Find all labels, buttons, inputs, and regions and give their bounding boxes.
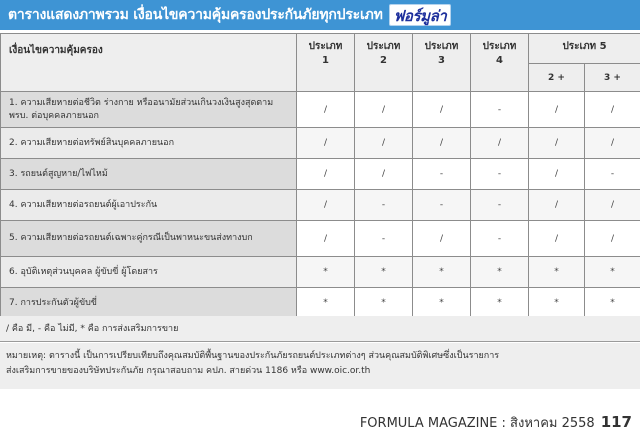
coverage-mark: / [413,128,471,159]
coverage-table [0,33,640,319]
coverage-mark: * [355,288,413,319]
header-type-5-3plus: 3 + [585,64,640,92]
coverage-mark: / [297,159,355,190]
header-type-1 [297,34,355,92]
coverage-mark: / [413,92,471,128]
row-description: 6. อุบัติเหตุส่วนบุคคล ผู้ขับขี่ ผู้โดยสาร [1,257,297,288]
coverage-mark: - [471,221,529,257]
coverage-mark: - [355,221,413,257]
coverage-mark: / [529,190,585,221]
coverage-mark: * [471,257,529,288]
coverage-mark: * [585,257,640,288]
header-type-5-2plus: 2 + [529,64,585,92]
header-type-label: ประเภท [482,41,517,52]
coverage-mark: / [585,221,640,257]
coverage-mark: * [297,257,355,288]
table-row [1,257,640,288]
coverage-mark: / [529,221,585,257]
table-row [1,288,640,319]
header-type-4 [471,34,529,92]
coverage-mark: / [355,128,413,159]
coverage-mark: * [297,288,355,319]
header-type-label: ประเภท [424,41,459,52]
coverage-mark: / [413,221,471,257]
coverage-mark: / [297,128,355,159]
coverage-mark: - [471,159,529,190]
coverage-mark: * [585,288,640,319]
brand-logo: ฟอร์มูล่า [389,4,452,26]
table-row [1,128,640,159]
table-row [1,159,640,190]
row-description: 5. ความเสียหายต่อรถยนต์เฉพาะคู่กรณีเป็นพาหนะขนส่งทางบก [1,221,297,257]
header-conditions: เงื่อนไขความคุ้มครอง [1,34,297,92]
coverage-mark: / [529,128,585,159]
coverage-mark: * [471,288,529,319]
table-row [1,190,640,221]
page-footer [360,412,632,433]
coverage-mark: / [297,92,355,128]
row-description: 2. ความเสียหายต่อทรัพย์สินบุคคลภายนอก [1,128,297,159]
coverage-mark: / [297,190,355,221]
coverage-mark: - [585,159,640,190]
coverage-mark: / [355,92,413,128]
coverage-mark: / [529,159,585,190]
table-row [1,221,640,257]
header-type-num: 3 [438,55,445,66]
title-bar [0,0,640,30]
coverage-mark: - [471,92,529,128]
footnote-line: หมายเหตุ: ตารางนี้ เป็นการเปรียบเทียบถึงคุณสมบัติพื้นฐานของประกันภัยรถยนต์ประเภทต่างๆ ส่วนคุณสมบัติพิเศษซึ่งเป็นรายการ [6,351,500,361]
coverage-mark: / [529,92,585,128]
coverage-mark: - [355,190,413,221]
page-number: 117 [600,413,632,431]
header-type-5: ประเภท 5 [529,34,640,64]
footnote-line: ส่งเสริมการขายของบริษัทประกันภัย กรุณาสอบถาม คปภ. สายด่วน 1186 หรือ www.oic.or.th [6,366,371,376]
coverage-mark: * [413,288,471,319]
row-description: 7. การประกันตัวผู้ขับขี่ [1,288,297,319]
header-type-2 [355,34,413,92]
row-description: 4. ความเสียหายต่อรถยนต์ผู้เอาประกัน [1,190,297,221]
header-type-num: 1 [322,55,329,66]
legend: / คือ มี, - คือ ไม่มี, * คือ การส่งเสริมการขาย [0,316,640,342]
coverage-mark: / [585,128,640,159]
coverage-mark: / [471,128,529,159]
page-title: ตารางแสดงภาพรวม เงื่อนไขความคุ้มครองประกันภัยทุกประเภท [8,7,383,23]
coverage-mark: / [355,159,413,190]
coverage-mark: - [413,190,471,221]
coverage-mark: * [355,257,413,288]
coverage-mark: / [585,190,640,221]
coverage-mark: * [413,257,471,288]
coverage-mark: / [585,92,640,128]
row-description: 3. รถยนต์สูญหาย/ไฟไหม้ [1,159,297,190]
header-type-num: 4 [496,55,503,66]
coverage-mark: - [471,190,529,221]
coverage-mark: / [297,221,355,257]
header-type-label: ประเภท [308,41,343,52]
header-type-label: ประเภท [366,41,401,52]
coverage-mark: - [413,159,471,190]
magazine-issue: FORMULA MAGAZINE : สิงหาคม 2558 [359,416,595,431]
coverage-mark: * [529,288,585,319]
footnote [0,343,640,389]
row-description: 1. ความเสียหายต่อชีวิต ร่างกาย หรืออนามัยส่วนเกินวงเงินสูงสุดตาม พรบ. ต่อบุคคลภายนอก [1,92,297,128]
table-row [1,92,640,128]
coverage-mark: * [529,257,585,288]
header-type-num: 2 [380,55,387,66]
header-type-3 [413,34,471,92]
